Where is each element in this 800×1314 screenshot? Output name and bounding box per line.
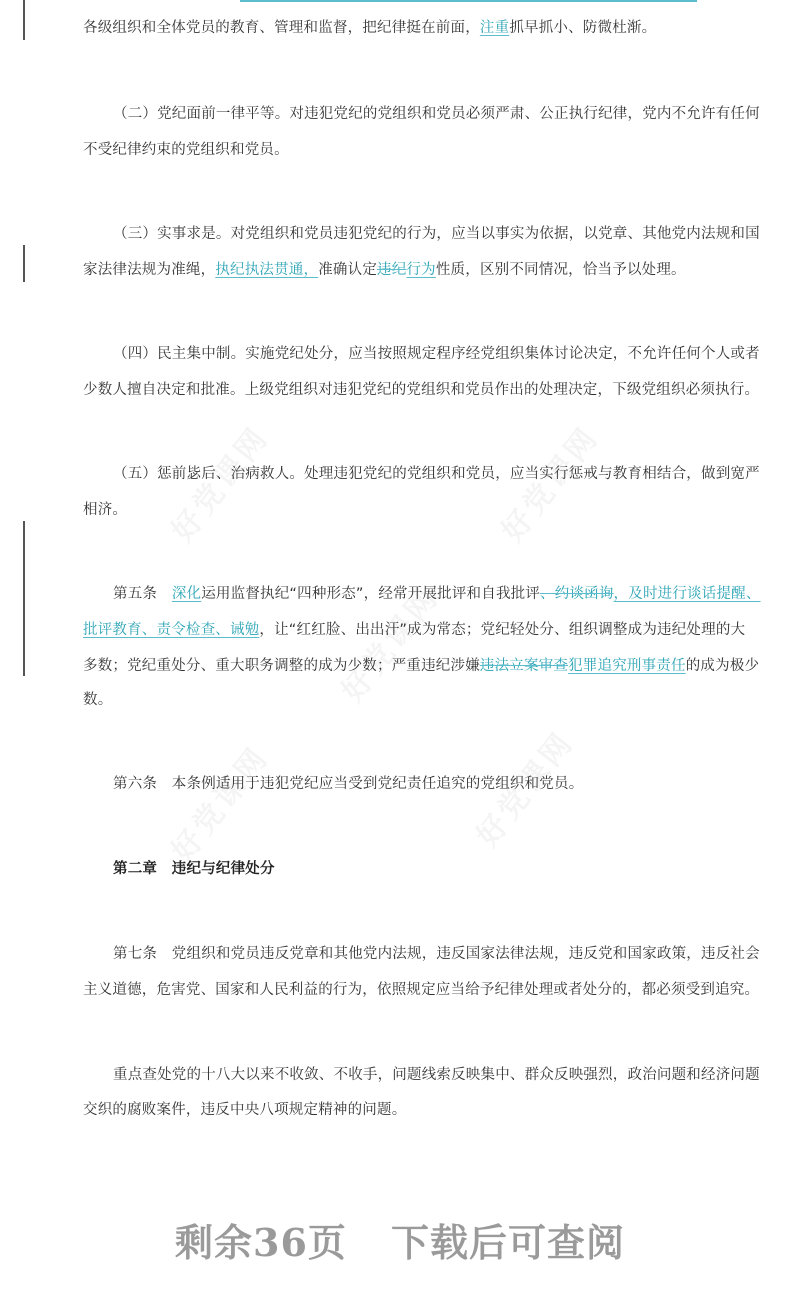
- text-run: 数。: [83, 692, 113, 708]
- download-to-view-label[interactable]: 下载后可查阅: [390, 1220, 625, 1265]
- clipped-previous-line: [83, 0, 783, 6]
- text-line: [113, 464, 800, 484]
- text-line: [113, 104, 800, 124]
- text-line: [83, 140, 783, 160]
- text-run: 各级组织和全体党员的教育、管理和监督，把纪律挺在前面，: [83, 20, 480, 36]
- text-line: [83, 1100, 783, 1120]
- text-line: [83, 656, 783, 676]
- download-prompt[interactable]: [0, 1212, 800, 1267]
- text-run: 抓早抓小、防微杜渐。: [509, 20, 657, 36]
- remaining-pages-label: 剩余36页: [175, 1220, 347, 1265]
- text-line: [113, 344, 800, 364]
- tracked-insertion: 批评教育、责令检查、诫勉: [83, 622, 260, 638]
- tracked-deletion: 违法立案审查: [479, 658, 569, 674]
- text-run: 第七条 党组织和党员违反党章和其他党内法规，违反国家法律法规，违反党和国家政策，违反社会: [113, 946, 760, 962]
- text-line: [83, 380, 783, 400]
- text-line: [113, 944, 800, 964]
- text-run: （五）惩前毖后、治病救人。处理违犯党纪的党组织和党员，应当实行惩戒与教育相结合，做到宽严: [113, 466, 760, 482]
- text-run: 准确认定: [318, 262, 378, 278]
- text-run: 多数；党纪重处分、重大职务调整的成为少数；严重违纪涉嫌: [83, 658, 480, 674]
- text-run: 的成为极少: [685, 658, 760, 674]
- tracked-deletion: 违纪: [377, 262, 407, 278]
- text-line: [83, 260, 783, 280]
- text-run: 家法律法规为准绳，: [83, 262, 216, 278]
- text-run: 相济。: [83, 502, 128, 518]
- text-run: （二）党纪面前一律平等。对违犯党纪的党组织和党员必须严肃、公正执行纪律，党内不允许有任何: [113, 106, 760, 122]
- change-bar: [23, 521, 25, 676]
- text-run: 少数人擅自决定和批准。上级党组织对违犯党纪的党组织和党员作出的处理决定，下级党组织必须执行。: [83, 382, 760, 398]
- watermark: [159, 735, 277, 869]
- text-line: [83, 18, 783, 38]
- tracked-deletion: 、约谈函询: [540, 586, 614, 602]
- text-run: 性质，区别不同情况，恰当予以处理。: [435, 262, 686, 278]
- change-bar: [23, 0, 25, 40]
- text-run: 交织的腐败案件，违反中央八项规定精神的问题。: [83, 1102, 407, 1118]
- tracked-insertion: 犯罪追究刑事责任: [568, 658, 686, 674]
- text-line: [113, 859, 800, 879]
- chapter-heading: 第二章 违纪与纪律处分: [113, 861, 275, 877]
- text-run: （四）民主集中制。实施党纪处分，应当按照规定程序经党组织集体讨论决定，不允许任何个人或者: [113, 346, 760, 362]
- tracked-insertion-underline: [240, 0, 697, 2]
- tracked-insertion: ，及时进行谈话提醒、: [613, 586, 761, 602]
- tracked-insertion: 深化: [171, 586, 202, 602]
- text-line: [83, 980, 783, 1000]
- text-run: 不受纪律约束的党组织和党员。: [83, 142, 289, 158]
- text-run: 第六条 本条例适用于违犯党纪应当受到党纪责任追究的党组织和党员。: [113, 776, 584, 792]
- text-run: 重点查处党的十八大以来不收敛、不收手，问题线索反映集中、群众反映强烈，政治问题和经济问题: [113, 1067, 760, 1083]
- tracked-insertion: 行为: [406, 262, 436, 278]
- text-run: （三）实事求是。对党组织和党员违犯党纪的行为，应当以事实为依据，以党章、其他党内法规和国: [113, 226, 760, 242]
- text-run: ，让“红红脸、出出汗”成为常态；党纪轻处分、组织调整成为违纪处理的大: [259, 622, 746, 638]
- text-run: 运用监督执纪“四种形态”，经常开展批评和自我批评: [201, 586, 541, 602]
- text-line: [113, 774, 800, 794]
- change-bar: [23, 245, 25, 282]
- text-run: 第五条: [113, 586, 172, 602]
- text-line: [83, 500, 783, 520]
- text-line: [113, 584, 800, 604]
- text-run: 主义道德，危害党、国家和人民利益的行为，依照规定应当给予纪律处理或者处分的，都必须受到追究。: [83, 982, 760, 998]
- text-line: [113, 1065, 800, 1085]
- text-line: [83, 690, 783, 710]
- tracked-insertion: 执纪执法贯通，: [215, 262, 319, 278]
- text-line: [83, 620, 783, 640]
- tracked-insertion: 注重: [479, 20, 510, 36]
- text-line: [113, 224, 800, 244]
